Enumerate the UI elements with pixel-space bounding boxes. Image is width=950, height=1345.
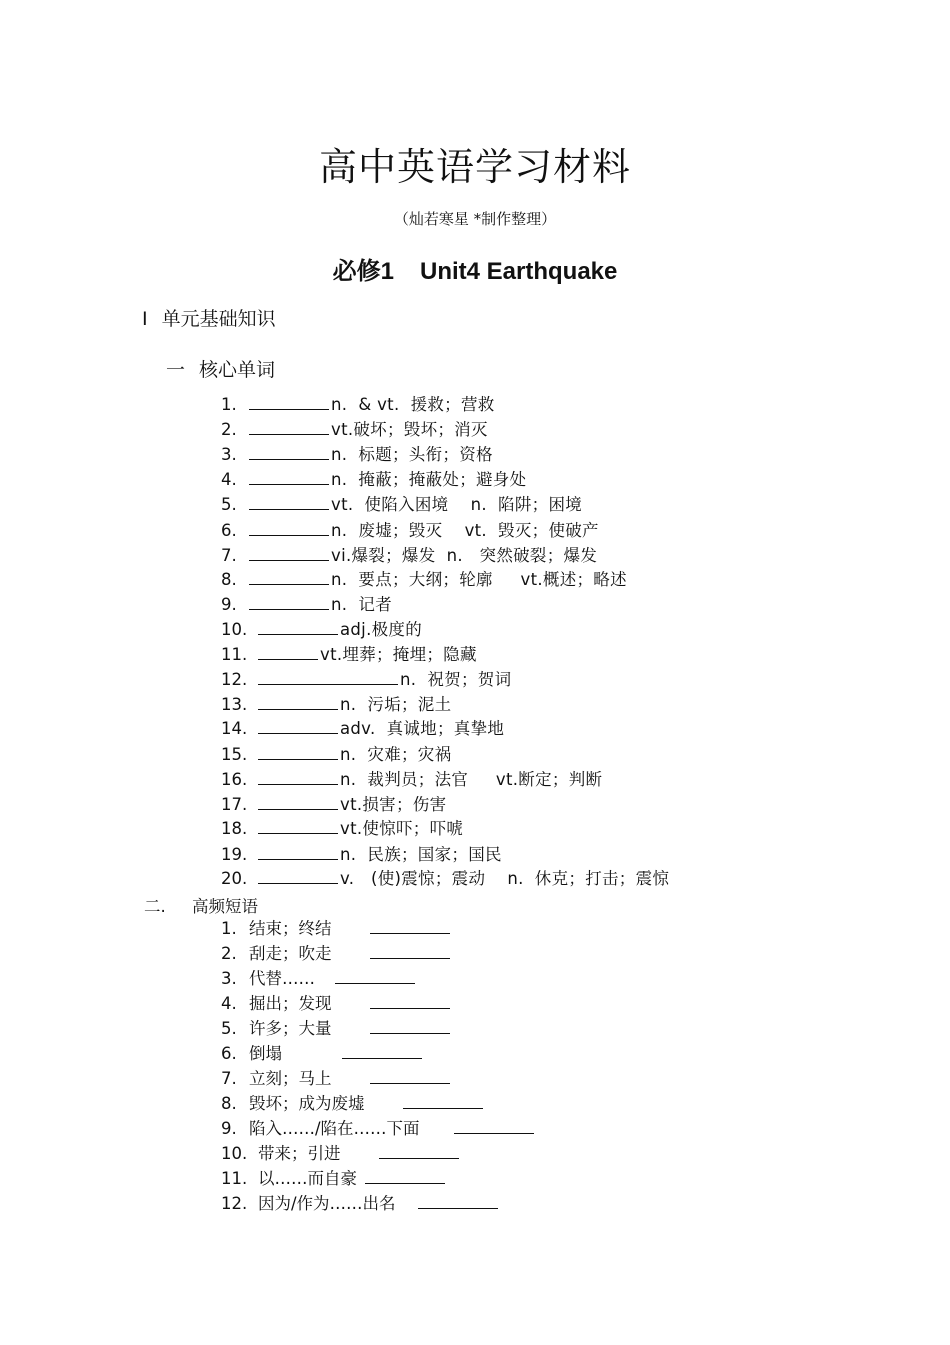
item-meaning: n. 要点；大纲；轮廓 vt.概述；略述 bbox=[331, 570, 627, 589]
vocab-item bbox=[221, 818, 463, 839]
answer-blank[interactable] bbox=[258, 644, 318, 660]
vocab-item bbox=[221, 844, 502, 865]
page-title: 高中英语学习材料 bbox=[318, 145, 631, 189]
item-number: 9. bbox=[221, 1119, 237, 1138]
phrase-item bbox=[221, 1143, 461, 1164]
answer-blank[interactable] bbox=[418, 1193, 498, 1209]
vocab-item bbox=[221, 619, 422, 640]
item-number: 12. bbox=[221, 1194, 248, 1213]
answer-blank[interactable] bbox=[370, 1018, 450, 1034]
item-number: 13. bbox=[221, 695, 248, 714]
phrase-text: 陷入……/陷在……下面 bbox=[249, 1119, 420, 1138]
phrase-text: 带来；引进 bbox=[258, 1144, 341, 1163]
item-meaning: n. 祝贺；贺词 bbox=[400, 670, 512, 689]
item-meaning: vt. 使陷入困境 n. 陷阱；困境 bbox=[331, 495, 583, 514]
part-heading-phrases bbox=[144, 893, 258, 917]
vocab-item bbox=[221, 545, 597, 566]
item-number: 8. bbox=[221, 570, 237, 589]
answer-blank[interactable] bbox=[258, 669, 398, 685]
part-mark: 二. bbox=[144, 897, 166, 916]
item-meaning: n. 灾难；灾祸 bbox=[340, 745, 452, 764]
phrase-text: 以……而自豪 bbox=[258, 1169, 357, 1188]
vocab-item bbox=[221, 594, 392, 615]
item-number: 2. bbox=[221, 944, 237, 963]
vocab-item bbox=[221, 744, 451, 765]
answer-blank[interactable] bbox=[258, 769, 338, 785]
answer-blank[interactable] bbox=[370, 1068, 450, 1084]
item-meaning: adv. 真诚地；真挚地 bbox=[340, 719, 505, 738]
unit-title-module: 必修1 bbox=[332, 258, 394, 285]
vocab-item bbox=[221, 494, 582, 515]
phrase-item bbox=[221, 1193, 500, 1214]
item-number: 1. bbox=[221, 395, 237, 414]
phrase-text: 代替…… bbox=[249, 969, 315, 988]
answer-blank[interactable] bbox=[249, 394, 329, 410]
answer-blank[interactable] bbox=[258, 868, 338, 884]
item-number: 18. bbox=[221, 819, 248, 838]
item-meaning: n. 记者 bbox=[331, 595, 392, 614]
item-number: 4. bbox=[221, 994, 237, 1013]
item-meaning: vt.埋葬；掩埋；隐藏 bbox=[320, 645, 477, 664]
item-number: 7. bbox=[221, 1069, 237, 1088]
item-number: 10. bbox=[221, 1144, 248, 1163]
phrase-text: 结束；终结 bbox=[249, 919, 332, 938]
item-number: 3. bbox=[221, 969, 237, 988]
vocab-item bbox=[221, 644, 477, 665]
answer-blank[interactable] bbox=[258, 694, 338, 710]
answer-blank[interactable] bbox=[370, 993, 450, 1009]
item-meaning: vt.破坏；毁坏；消灭 bbox=[331, 420, 488, 439]
answer-blank[interactable] bbox=[258, 718, 338, 734]
phrase-text: 刮走；吹走 bbox=[249, 944, 332, 963]
phrase-item bbox=[221, 968, 417, 989]
item-meaning: vi.爆裂；爆发 n. 突然破裂；爆发 bbox=[331, 546, 598, 565]
item-meaning: n. 标题；头衔；资格 bbox=[331, 445, 493, 464]
item-number: 20. bbox=[221, 869, 248, 888]
answer-blank[interactable] bbox=[249, 569, 329, 585]
item-number: 9. bbox=[221, 595, 237, 614]
answer-blank[interactable] bbox=[403, 1093, 483, 1109]
answer-blank[interactable] bbox=[258, 844, 338, 860]
unit-title bbox=[0, 251, 950, 286]
part-label: 核心单词 bbox=[199, 359, 276, 381]
item-number: 1. bbox=[221, 919, 237, 938]
part-label: 高频短语 bbox=[192, 897, 258, 916]
part-heading-core-words bbox=[166, 355, 275, 382]
item-meaning: n. 废墟；毁灭 vt. 毁灭；使破产 bbox=[331, 521, 599, 540]
answer-blank[interactable] bbox=[454, 1118, 534, 1134]
item-number: 16. bbox=[221, 770, 248, 789]
phrase-text: 许多；大量 bbox=[249, 1019, 332, 1038]
item-number: 7. bbox=[221, 546, 237, 565]
vocab-item bbox=[221, 669, 511, 690]
answer-blank[interactable] bbox=[258, 794, 338, 810]
answer-blank[interactable] bbox=[258, 619, 338, 635]
item-number: 6. bbox=[221, 521, 237, 540]
item-number: 5. bbox=[221, 495, 237, 514]
phrase-item bbox=[221, 1018, 452, 1039]
unit-title-unit: Unit4 Earthquake bbox=[419, 258, 618, 285]
item-number: 6. bbox=[221, 1044, 237, 1063]
item-number: 3. bbox=[221, 445, 237, 464]
page-subtitle: （灿若寒星 *制作整理） bbox=[393, 210, 557, 228]
answer-blank[interactable] bbox=[379, 1143, 459, 1159]
section-mark: Ⅰ bbox=[142, 308, 148, 330]
item-number: 5. bbox=[221, 1019, 237, 1038]
answer-blank[interactable] bbox=[249, 545, 329, 561]
answer-blank[interactable] bbox=[258, 744, 338, 760]
phrase-item bbox=[221, 1068, 452, 1089]
item-meaning: n. & vt. 援救；营救 bbox=[331, 395, 495, 414]
phrase-item bbox=[221, 918, 452, 939]
phrase-item bbox=[221, 1168, 447, 1189]
vocab-item bbox=[221, 569, 627, 590]
item-number: 11. bbox=[221, 1169, 248, 1188]
vocab-item bbox=[221, 520, 599, 541]
phrase-item bbox=[221, 943, 452, 964]
item-number: 12. bbox=[221, 670, 248, 689]
part-mark: 一 bbox=[166, 359, 186, 381]
item-number: 11. bbox=[221, 645, 248, 664]
item-meaning: vt.损害；伤害 bbox=[340, 795, 447, 814]
phrase-item bbox=[221, 993, 452, 1014]
vocab-item bbox=[221, 419, 488, 440]
item-number: 15. bbox=[221, 745, 248, 764]
item-number: 2. bbox=[221, 420, 237, 439]
answer-blank[interactable] bbox=[249, 594, 329, 610]
vocab-item bbox=[221, 444, 493, 465]
answer-blank[interactable] bbox=[365, 1168, 445, 1184]
vocab-item bbox=[221, 469, 526, 490]
item-meaning: v. (使)震惊；震动 n. 休克；打击；震惊 bbox=[340, 869, 670, 888]
answer-blank[interactable] bbox=[258, 818, 338, 834]
answer-blank[interactable] bbox=[342, 1043, 422, 1059]
vocab-item bbox=[221, 718, 504, 739]
phrase-item bbox=[221, 1118, 536, 1139]
vocab-item bbox=[221, 868, 669, 889]
vocab-item bbox=[221, 794, 446, 815]
answer-blank[interactable] bbox=[335, 968, 415, 984]
answer-blank[interactable] bbox=[249, 444, 329, 460]
item-number: 10. bbox=[221, 620, 248, 639]
item-meaning: n. 污垢；泥土 bbox=[340, 695, 452, 714]
item-meaning: n. 裁判员；法官 vt.断定；判断 bbox=[340, 770, 603, 789]
item-number: 4. bbox=[221, 470, 237, 489]
answer-blank[interactable] bbox=[370, 918, 450, 934]
phrase-item bbox=[221, 1043, 424, 1064]
phrase-item bbox=[221, 1093, 485, 1114]
item-meaning: adj.极度的 bbox=[340, 620, 423, 639]
item-number: 14. bbox=[221, 719, 248, 738]
phrase-text: 因为/作为……出名 bbox=[258, 1194, 396, 1213]
phrase-text: 掘出；发现 bbox=[249, 994, 332, 1013]
phrase-text: 立刻；马上 bbox=[249, 1069, 332, 1088]
section-label: 单元基础知识 bbox=[161, 308, 276, 330]
item-meaning: n. 掩蔽；掩蔽处；避身处 bbox=[331, 470, 527, 489]
answer-blank[interactable] bbox=[249, 494, 329, 510]
item-number: 17. bbox=[221, 795, 248, 814]
answer-blank[interactable] bbox=[370, 943, 450, 959]
section-heading-basic-knowledge bbox=[142, 304, 276, 331]
item-meaning: n. 民族；国家；国民 bbox=[340, 845, 502, 864]
item-number: 8. bbox=[221, 1094, 237, 1113]
vocab-item bbox=[221, 394, 495, 415]
item-number: 19. bbox=[221, 845, 248, 864]
answer-blank[interactable] bbox=[249, 469, 329, 485]
answer-blank[interactable] bbox=[249, 520, 329, 536]
phrase-text: 倒塌 bbox=[249, 1044, 282, 1063]
answer-blank[interactable] bbox=[249, 419, 329, 435]
vocab-item bbox=[221, 769, 602, 790]
item-meaning: vt.使惊吓；吓唬 bbox=[340, 819, 464, 838]
phrase-text: 毁坏；成为废墟 bbox=[249, 1094, 365, 1113]
vocab-item bbox=[221, 694, 451, 715]
